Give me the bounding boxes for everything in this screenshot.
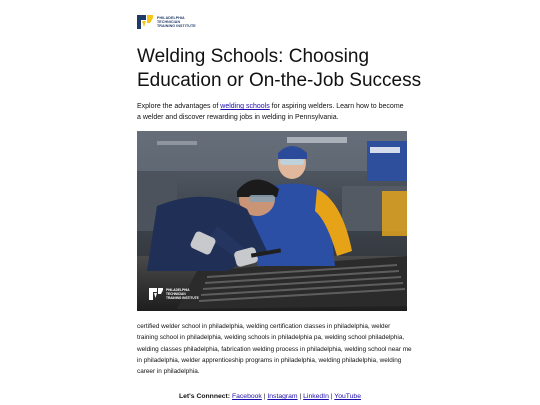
separator: | xyxy=(328,393,335,400)
intro-text-after: for aspiring welders. Learn how to become a welder and discover rewarding jobs in welding in Pennsylvania. xyxy=(137,103,404,121)
intro-paragraph xyxy=(137,101,409,123)
youtube-link[interactable]: YouTube xyxy=(334,393,361,400)
photo-logo-line-2: TECHNICIAN xyxy=(166,292,186,296)
photo-logo-line-3: TRAINING INSTITUTE xyxy=(166,296,199,300)
separator: | xyxy=(297,393,304,400)
photo-logo-line-1: PHILADELPHIA xyxy=(166,288,190,292)
hero-photo xyxy=(137,131,407,311)
keywords-paragraph: certified welder school in philadelphia, welding certification classes in philadelphia, welder training school in philadelphia, welding schools in philadelphia pa, welding school philadelphia, welding classes philadelphia, fabrication welding process in philadelphia, welding school near me in philadelphia, welder apprenticeship programs in philadelphia, welding philadelphia, welding career in philadelphia. xyxy=(137,323,412,376)
page-title: Welding Schools: Choosing Education or On-the-Job Success xyxy=(137,46,422,91)
intro-text-before: Explore the advantages of xyxy=(137,103,221,110)
welding-schools-link[interactable]: welding schools xyxy=(220,103,270,110)
connect-label: Let's Connnect: xyxy=(178,393,231,400)
separator: | xyxy=(261,393,268,400)
logo-wordmark xyxy=(157,16,196,29)
facebook-link[interactable]: Facebook xyxy=(231,393,262,400)
logo-line-3: TRAINING INSTITUTE xyxy=(157,24,196,29)
instagram-link[interactable]: Instagram xyxy=(267,393,298,400)
header-logo[interactable] xyxy=(137,15,196,29)
logo-line-2: TECHNICIAN xyxy=(157,19,181,24)
linkedin-link[interactable]: LinkedIn xyxy=(303,393,329,400)
social-links-row xyxy=(0,393,540,400)
ptti-logo-icon xyxy=(137,15,153,29)
logo-line-1: PHILADELPHIA xyxy=(157,15,185,20)
